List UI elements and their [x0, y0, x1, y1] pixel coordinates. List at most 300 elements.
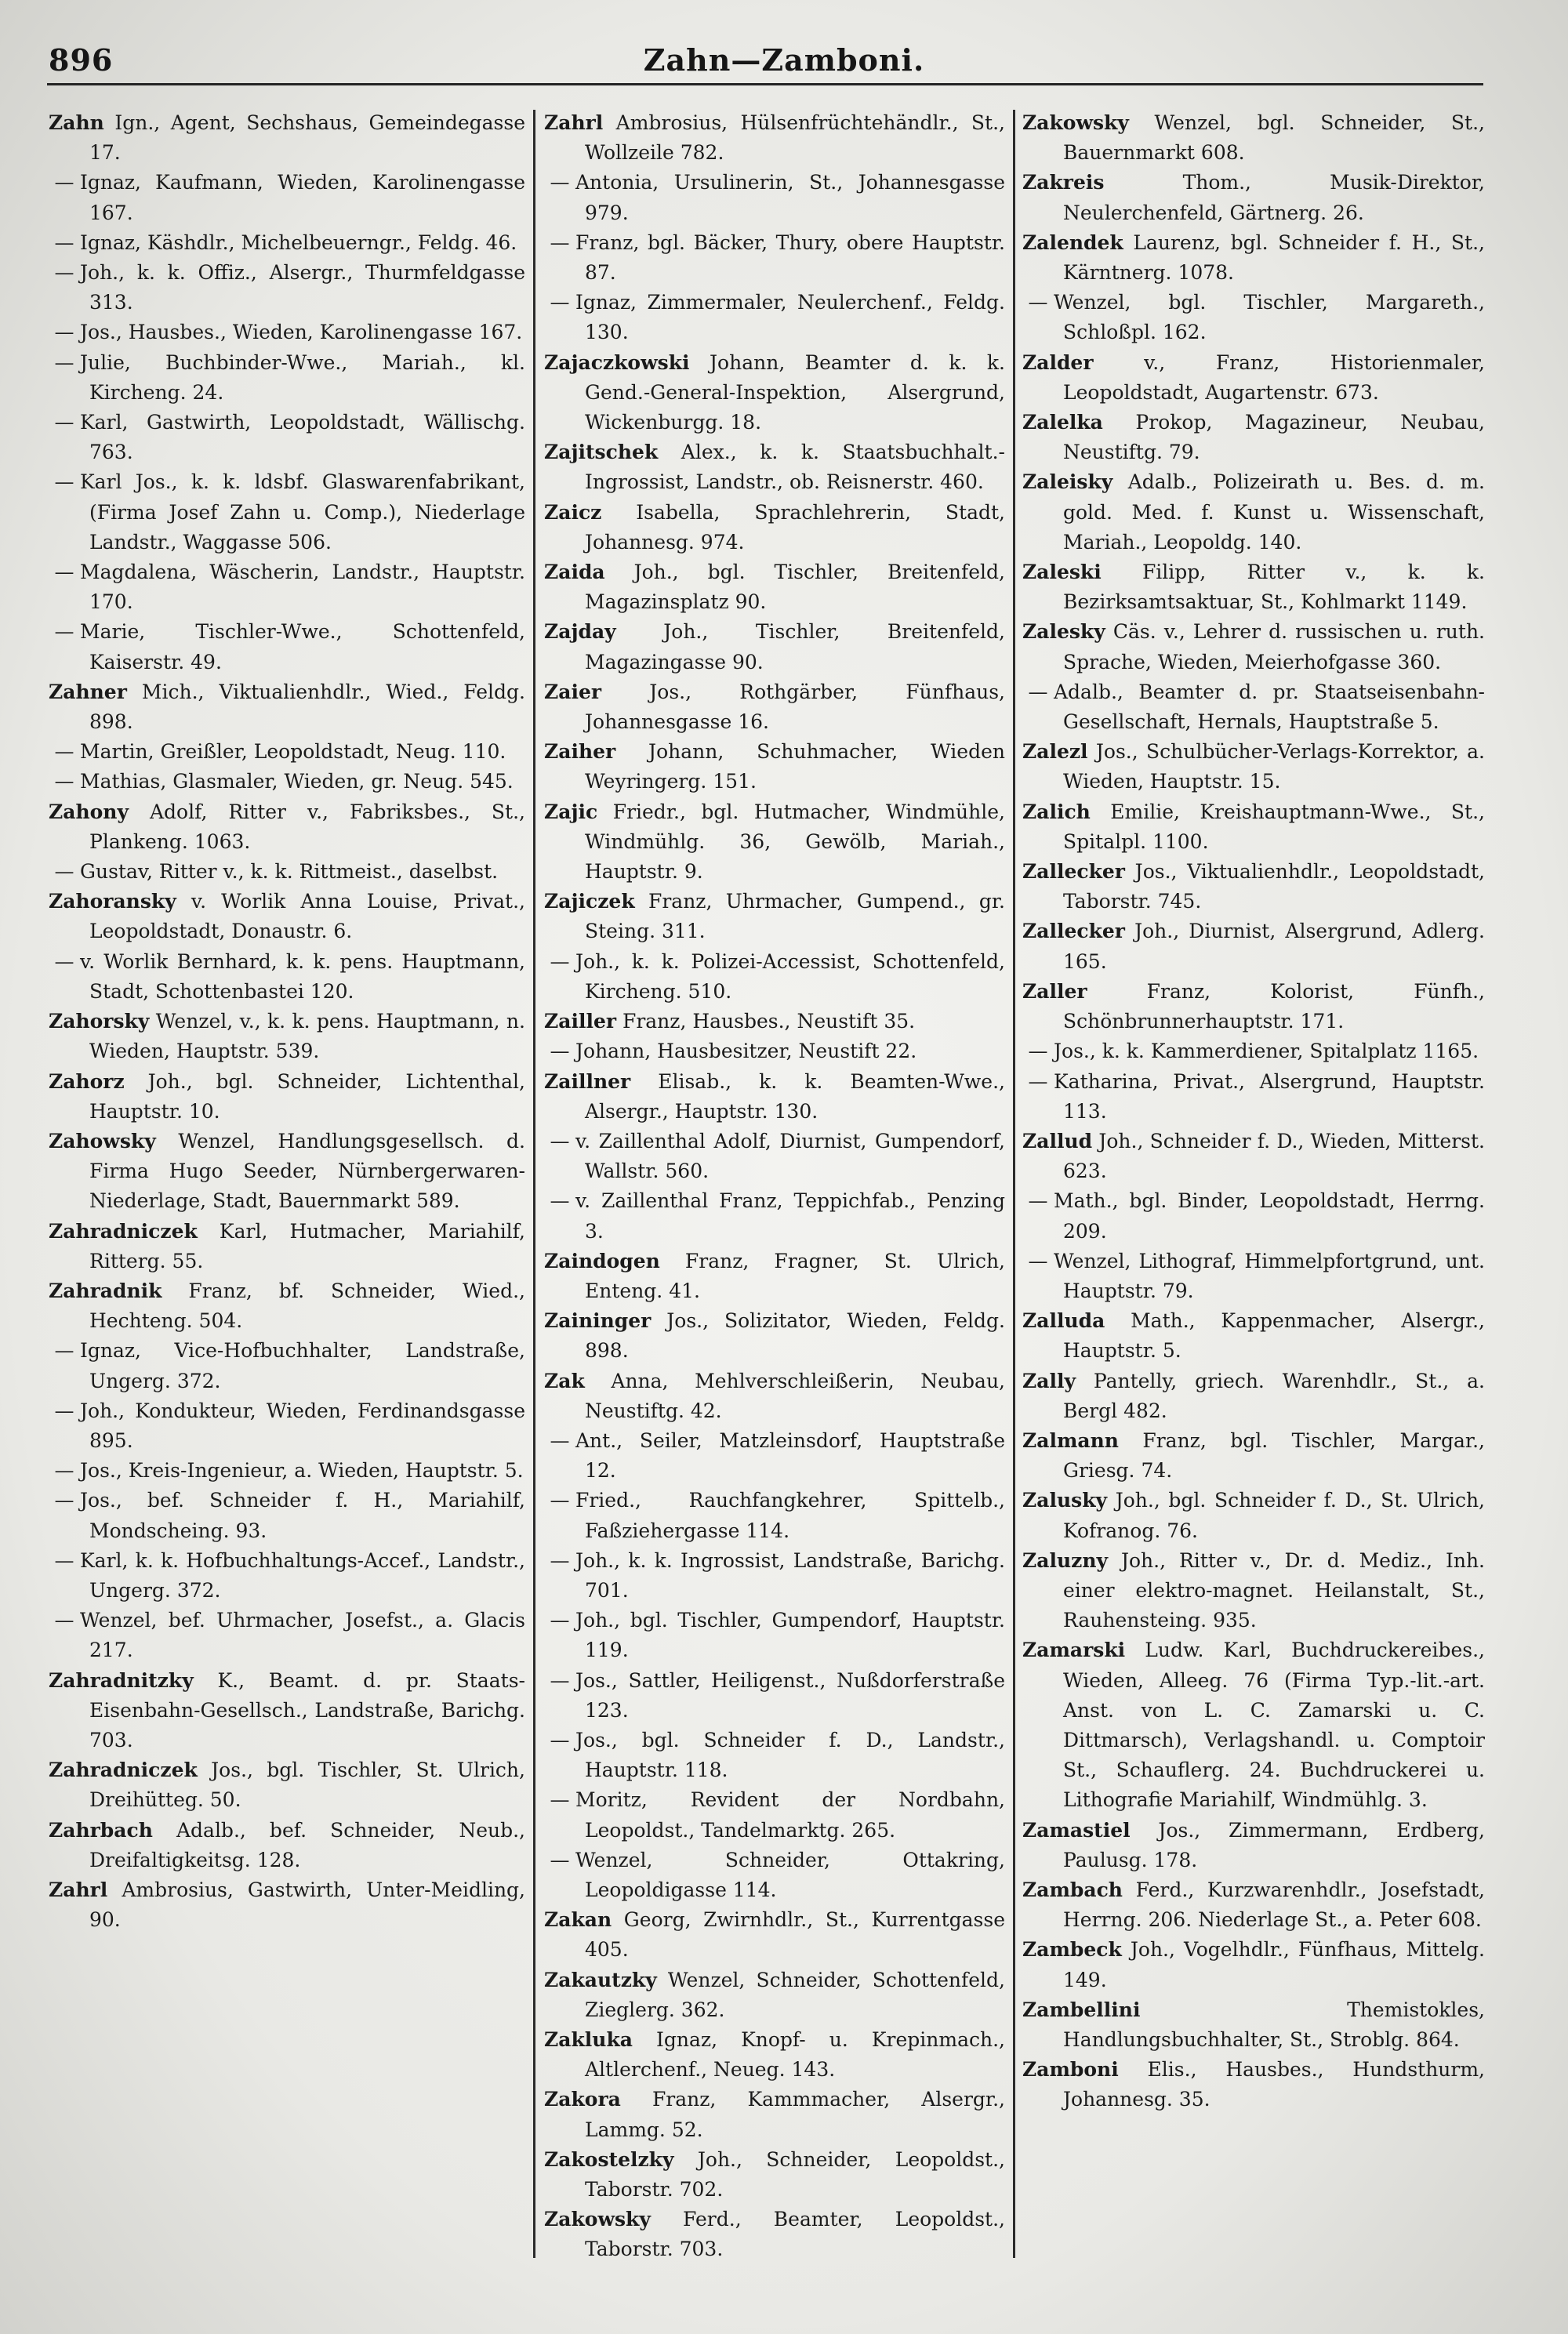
directory-entry	[49, 1276, 525, 1336]
entry-details: Wenzel, v., k. k. pens. Hauptmann, n. Wieden, Hauptstr. 539.	[89, 1010, 525, 1063]
directory-entry	[544, 1367, 1005, 1426]
directory-entry	[1022, 408, 1485, 467]
entry-details: Thom., Musik-Direktor, Neulerchenfeld, Gärtnerg. 26.	[1063, 171, 1485, 224]
entry-details: Joh., k. k. Ingrossist, Landstraße, Barichg. 701.	[575, 1548, 1005, 1602]
directory-entry	[544, 1905, 1005, 1965]
directory-entry	[544, 737, 1005, 797]
directory-entry	[49, 857, 525, 887]
directory-entry	[1022, 1816, 1485, 1875]
ditto-dash: —	[550, 1040, 570, 1063]
directory-entry	[544, 2085, 1005, 2144]
directory-entry	[544, 228, 1005, 288]
directory-entry	[1022, 1306, 1485, 1366]
entry-surname: Zaleisky	[1022, 470, 1113, 494]
directory-entry	[1022, 1546, 1485, 1636]
entry-details: Pantelly, griech. Warenhdlr., St., a. Bergl 482.	[1063, 1369, 1485, 1422]
entry-details: Elisab., k. k. Beamten-Wwe., Alsergr., Hauptstr. 130.	[585, 1069, 1005, 1123]
ditto-dash: —	[54, 1548, 74, 1572]
directory-entry	[544, 168, 1005, 227]
entry-details: Joh., Tischler, Breitenfeld, Magazingasse 90.	[585, 620, 1005, 673]
entry-surname: Zallecker	[1022, 860, 1125, 884]
entry-surname: Zahradniczek	[49, 1759, 198, 1782]
directory-entry	[544, 2025, 1005, 2085]
entry-details: K., Beamt. d. pr. Staats-Eisenbahn-Gesellsch., Landstraße, Barichg. 703.	[89, 1668, 525, 1751]
entry-surname: Zallud	[1022, 1129, 1093, 1152]
directory-entry	[544, 1785, 1005, 1845]
entry-surname: Zajitschek	[544, 441, 659, 464]
entry-surname: Zaller	[1022, 979, 1087, 1003]
ditto-dash: —	[54, 949, 74, 973]
ditto-dash: —	[1028, 1249, 1048, 1272]
entry-surname: Zalesky	[1022, 620, 1105, 644]
directory-entry	[49, 617, 525, 677]
entry-details: Karl Jos., k. k. ldsbf. Glaswarenfabrikant, (Firma Josef Zahn u. Comp.), Niederlage Landstr., Waggasse 506.	[80, 470, 525, 554]
entry-details: Cäs. v., Lehrer d. russischen u. ruth. Sprache, Wieden, Meierhofgasse 360.	[1063, 620, 1485, 673]
entry-details: Jos., Viktualienhdlr., Leopoldstadt, Taborstr. 745.	[1063, 860, 1485, 913]
directory-entry	[49, 1486, 525, 1545]
entry-surname: Zahn	[49, 111, 104, 134]
ditto-dash: —	[54, 561, 74, 584]
entry-details: Emilie, Kreishauptmann-Wwe., St., Spitalpl. 1100.	[1063, 800, 1485, 853]
directory-entry	[1022, 1635, 1485, 1815]
ditto-dash: —	[54, 1399, 74, 1422]
directory-entry	[1022, 677, 1485, 737]
entry-surname: Zahradnitzky	[49, 1668, 194, 1692]
entry-details: Ignaz, Vice-Hofbuchhalter, Landstraße, Ungerg. 372.	[80, 1339, 525, 1392]
entry-details: Jos., Solizitator, Wieden, Feldg. 898.	[585, 1309, 1005, 1363]
directory-entry	[49, 408, 525, 467]
entry-surname: Zak	[544, 1369, 585, 1392]
entry-surname: Zahner	[49, 680, 127, 703]
ditto-dash: —	[1028, 291, 1048, 314]
entry-surname: Zakora	[544, 2088, 621, 2111]
entry-surname: Zambellini	[1022, 1998, 1141, 2021]
directory-entry	[544, 1546, 1005, 1606]
entry-details: Adalb., bef. Schneider, Neub., Dreifaltigkeitsg. 128.	[89, 1818, 525, 1871]
ditto-dash: —	[54, 230, 74, 254]
directory-entry	[1022, 797, 1485, 857]
entry-surname: Zajaczkowski	[544, 350, 690, 374]
directory-entry	[544, 887, 1005, 946]
entry-details: Wenzel, Schneider, Ottakring, Leopoldigasse 114.	[575, 1848, 1005, 1901]
directory-entry	[544, 677, 1005, 737]
directory-entry	[1022, 1995, 1485, 2055]
entry-surname: Zallecker	[1022, 920, 1125, 943]
ditto-dash: —	[54, 321, 74, 344]
entry-surname: Zaiher	[544, 740, 616, 764]
directory-entry	[49, 557, 525, 617]
directory-entry	[1022, 917, 1485, 976]
entry-surname: Zalich	[1022, 800, 1091, 823]
entry-surname: Zailler	[544, 1010, 617, 1033]
entry-details: Franz, bgl. Tischler, Margar., Griesg. 74.	[1063, 1428, 1485, 1483]
entry-details: Ignaz, Kaufmann, Wieden, Karolinengasse 167.	[80, 171, 525, 224]
ditto-dash: —	[54, 350, 74, 374]
ditto-dash: —	[550, 1548, 570, 1572]
directory-entry	[49, 1336, 525, 1396]
entry-surname: Zamboni	[1022, 2058, 1119, 2082]
directory-entry	[544, 1486, 1005, 1545]
ditto-dash: —	[550, 1489, 570, 1512]
entry-surname: Zakluka	[544, 2028, 633, 2051]
ditto-dash: —	[550, 291, 570, 314]
entry-details: Wenzel, Schneider, Schottenfeld, Zieglerg. 362.	[585, 1968, 1005, 2021]
entry-surname: Zahrl	[544, 111, 604, 134]
entry-details: v. Zaillenthal Adolf, Diurnist, Gumpendorf, Wallstr. 560.	[575, 1129, 1005, 1183]
entry-details: Laurenz, bgl. Schneider f. H., St., Kärntnerg. 1078.	[1063, 230, 1485, 285]
entry-details: Joh., Schneider, Leopoldst., Taborstr. 702.	[585, 2147, 1005, 2202]
ditto-dash: —	[550, 171, 570, 194]
entry-details: Mich., Viktualienhdlr., Wied., Feldg. 898.	[89, 680, 525, 734]
entry-details: Wenzel, Handlungsgesellsch. d. Firma Hugo Seeder, Nürnbergerwaren-Niederlage, Stadt, Bauernmarkt 589.	[89, 1129, 525, 1213]
directory-entry	[544, 498, 1005, 557]
page-number: 896	[49, 42, 114, 78]
directory-entry	[1022, 1186, 1485, 1246]
directory-entry	[544, 1067, 1005, 1127]
entry-details: Martin, Greißler, Leopoldstadt, Neug. 110.	[80, 740, 506, 764]
entry-details: Johann, Schuhmacher, Wieden Weyringerg. 151.	[585, 740, 1005, 793]
entry-surname: Zahradnik	[49, 1279, 162, 1302]
ditto-dash: —	[54, 620, 74, 644]
entry-surname: Zajiczek	[544, 890, 635, 913]
entry-details: Jos., Schulbücher-Verlags-Korrektor, a. Wieden, Hauptstr. 15.	[1063, 740, 1485, 793]
ditto-dash: —	[550, 1129, 570, 1152]
entry-surname: Zally	[1022, 1369, 1076, 1392]
entry-surname: Zambeck	[1022, 1938, 1122, 1962]
entry-details: Jos., Sattler, Heiligenst., Nußdorferstraße 123.	[575, 1668, 1005, 1722]
ditto-dash: —	[550, 1728, 570, 1751]
directory-entry	[1022, 1426, 1485, 1486]
directory-entry	[544, 1966, 1005, 2025]
entry-surname: Zaillner	[544, 1069, 631, 1093]
entry-details: Jos., bef. Schneider f. H., Mariahilf, Mondscheing. 93.	[80, 1489, 525, 1542]
entry-surname: Zakreis	[1022, 171, 1105, 194]
entry-details: Joh., Schneider f. D., Wieden, Mitterst. 623.	[1063, 1129, 1485, 1183]
entry-details: Franz, Kolorist, Fünfh., Schönbrunnerhauptstr. 171.	[1063, 979, 1485, 1033]
entry-surname: Zamastiel	[1022, 1818, 1131, 1842]
entry-details: v. Worlik Anna Louise, Privat., Leopoldstadt, Donaustr. 6.	[89, 890, 525, 943]
directory-entry	[544, 348, 1005, 438]
directory-entry	[1022, 288, 1485, 347]
entry-surname: Zakan	[544, 1908, 612, 1932]
entry-details: Jos., bgl. Schneider f. D., Landstr., Hauptstr. 118.	[575, 1728, 1005, 1782]
entry-details: v., Franz, Historienmaler, Leopoldstadt, Augartenstr. 673.	[1063, 350, 1485, 404]
entry-details: Prokop, Magazineur, Neubau, Neustiftg. 79.	[1063, 411, 1485, 464]
entry-surname: Zamarski	[1022, 1639, 1126, 1662]
entry-details: Filipp, Ritter v., k. k. Bezirksamtsaktuar, St., Kohlmarkt 1149.	[1063, 561, 1485, 614]
directory-entry	[544, 1846, 1005, 1905]
entry-details: Joh., bgl. Tischler, Gumpendorf, Hauptstr. 119.	[575, 1609, 1005, 1662]
entry-details: Franz, Kammmacher, Alsergr., Lammg. 52.	[585, 2088, 1005, 2141]
entry-details: Adolf, Ritter v., Fabriksbes., St., Plankeng. 1063.	[89, 800, 525, 853]
entry-surname: Zaier	[544, 680, 602, 703]
directory-entry	[1022, 857, 1485, 917]
directory-entry	[1022, 168, 1485, 227]
ditto-dash: —	[54, 261, 74, 285]
directory-entry	[49, 108, 525, 168]
directory-entry	[1022, 1067, 1485, 1127]
directory-entry	[49, 168, 525, 227]
ditto-dash: —	[1028, 1189, 1048, 1213]
entry-details: Ignaz, Knopf- u. Krepinmach., Altlerchenf., Neueg. 143.	[585, 2028, 1005, 2082]
directory-entry	[49, 677, 525, 737]
directory-entry	[49, 797, 525, 857]
ditto-dash: —	[54, 470, 74, 494]
directory-entry	[1022, 737, 1485, 797]
entry-details: Adalb., Beamter d. pr. Staatseisenbahn-Gesellschaft, Hernals, Hauptstraße 5.	[1054, 680, 1485, 734]
ditto-dash: —	[550, 230, 570, 254]
directory-entry	[1022, 1935, 1485, 1995]
directory-entry	[49, 1067, 525, 1127]
entry-details: Franz, Uhrmacher, Gumpend., gr. Steing. 311.	[585, 890, 1005, 943]
entry-details: Jos., Hausbes., Wieden, Karolinengasse 167.	[80, 321, 523, 344]
entry-surname: Zalluda	[1022, 1309, 1105, 1333]
entry-details: Mathias, Glasmaler, Wieden, gr. Neug. 545.	[80, 770, 514, 793]
entry-details: Fried., Rauchfangkehrer, Spittelb., Faßziehergasse 114.	[575, 1489, 1005, 1542]
entry-details: Johann, Hausbesitzer, Neustift 22.	[575, 1040, 917, 1063]
directory-column-1	[49, 108, 525, 2288]
directory-entry	[1022, 1486, 1485, 1545]
entry-details: v. Worlik Bernhard, k. k. pens. Hauptmann, Stadt, Schottenbastei 120.	[80, 949, 525, 1003]
entry-details: Jos., Kreis-Ingenieur, a. Wieden, Hauptstr. 5.	[80, 1459, 524, 1483]
directory-entry	[544, 437, 1005, 497]
ditto-dash: —	[550, 1848, 570, 1871]
entry-details: Jos., bgl. Tischler, St. Ulrich, Dreihütteg. 50.	[89, 1759, 525, 1812]
directory-entry	[49, 1755, 525, 1815]
entry-details: Julie, Buchbinder-Wwe., Mariah., kl. Kircheng. 24.	[80, 350, 525, 404]
entry-surname: Zaindogen	[544, 1249, 660, 1272]
directory-entry	[49, 947, 525, 1007]
entry-details: Anna, Mehlverschleißerin, Neubau, Neustiftg. 42.	[584, 1369, 1005, 1422]
entry-details: Ferd., Beamter, Leopoldst., Taborstr. 703.	[585, 2208, 1005, 2261]
entry-details: Joh., bgl. Tischler, Breitenfeld, Magazinsplatz 90.	[585, 561, 1005, 614]
entry-details: Ignaz, Zimmermaler, Neulerchenf., Feldg. 130.	[575, 291, 1005, 344]
entry-details: Moritz, Revident der Nordbahn, Leopoldst., Tandelmarktg. 265.	[575, 1788, 1005, 1842]
entry-surname: Zakowsky	[1022, 111, 1129, 134]
entry-surname: Zalusky	[1022, 1489, 1108, 1512]
entry-details: Ambrosius, Hülsenfrüchtehändlr., St., Wollzeile 782.	[585, 111, 1005, 165]
directory-entry	[1022, 2055, 1485, 2114]
directory-entry	[1022, 1247, 1485, 1306]
entry-details: Joh., Diurnist, Alsergrund, Adlerg. 165.	[1063, 920, 1485, 973]
entry-details: Johann, Beamter d. k. k. Gend.-General-Inspektion, Alsergrund, Wickenburgg. 18.	[585, 350, 1005, 434]
directory-entry	[49, 1217, 525, 1276]
entry-details: Antonia, Ursulinerin, St., Johannesgasse 979.	[575, 171, 1005, 224]
entry-surname: Zahorsky	[49, 1010, 150, 1033]
entry-details: Wenzel, Lithograf, Himmelpfortgrund, unt. Hauptstr. 79.	[1054, 1249, 1485, 1302]
directory-entry	[49, 1007, 525, 1066]
ditto-dash: —	[550, 949, 570, 973]
entry-details: Wenzel, bgl. Schneider, St., Bauernmarkt 608.	[1063, 111, 1485, 165]
entry-details: v. Zaillenthal Franz, Teppichfab., Penzing 3.	[575, 1189, 1005, 1243]
directory-entry	[544, 1606, 1005, 1665]
entry-surname: Zahoransky	[49, 890, 176, 913]
directory-entry	[1022, 1127, 1485, 1186]
entry-surname: Zaleski	[1022, 561, 1102, 584]
entry-surname: Zakowsky	[544, 2208, 651, 2231]
ditto-dash: —	[54, 171, 74, 194]
directory-entry	[544, 1247, 1005, 1306]
directory-entry	[1022, 1875, 1485, 1935]
entry-details: Themistokles, Handlungsbuchhalter, St., Stroblg. 864.	[1063, 1998, 1485, 2051]
column-divider	[533, 110, 535, 2258]
directory-entry	[49, 887, 525, 946]
entry-details: Joh., k. k. Polizei-Accessist, Schottenfeld, Kircheng. 510.	[575, 949, 1005, 1003]
directory-entry	[49, 1666, 525, 1756]
entry-surname: Zalmann	[1022, 1428, 1119, 1452]
directory-column-2	[544, 108, 1005, 2288]
ditto-dash: —	[1028, 1040, 1048, 1063]
directory-entry	[544, 2145, 1005, 2205]
entry-surname: Zahradniczek	[49, 1219, 198, 1243]
entry-surname: Zaicz	[544, 500, 602, 524]
directory-entry	[544, 1666, 1005, 1726]
entry-details: Magdalena, Wäscherin, Landstr., Hauptstr. 170.	[80, 561, 525, 614]
directory-entry	[544, 617, 1005, 677]
entry-details: Isabella, Sprachlehrerin, Stadt, Johannesg. 974.	[585, 500, 1005, 554]
entry-surname: Zahrbach	[49, 1818, 153, 1842]
directory-entry	[544, 288, 1005, 347]
entry-surname: Zajic	[544, 800, 598, 823]
entry-surname: Zalendek	[1022, 230, 1123, 254]
entry-details: Wenzel, bef. Uhrmacher, Josefst., a. Glacis 217.	[80, 1609, 525, 1662]
directory-entry	[1022, 1367, 1485, 1426]
ditto-dash: —	[54, 1339, 74, 1363]
directory-entry	[544, 2205, 1005, 2264]
entry-surname: Zaluzny	[1022, 1548, 1109, 1572]
entry-details: Karl, Gastwirth, Leopoldstadt, Wällischg. 763.	[80, 411, 525, 464]
entry-surname: Zahowsky	[49, 1129, 156, 1152]
ditto-dash: —	[54, 1609, 74, 1632]
entry-details: Franz, bf. Schneider, Wied., Hechteng. 504.	[89, 1279, 525, 1333]
entry-surname: Zakostelzky	[544, 2147, 674, 2171]
entry-details: Franz, Fragner, St. Ulrich, Enteng. 41.	[585, 1249, 1005, 1302]
entry-details: Katharina, Privat., Alsergrund, Hauptstr. 113.	[1054, 1069, 1485, 1123]
entry-surname: Zahrl	[49, 1878, 108, 1901]
ditto-dash: —	[550, 1668, 570, 1692]
directory-entry	[49, 737, 525, 767]
entry-details: Elis., Hausbes., Hundsthurm, Johannesg. 35.	[1063, 2058, 1485, 2111]
entry-details: Karl, k. k. Hofbuchhaltungs-Accef., Landstr., Ungerg. 372.	[80, 1548, 525, 1602]
directory-entry	[544, 1036, 1005, 1066]
entry-details: Franz, Hausbes., Neustift 35.	[616, 1010, 916, 1033]
entry-details: Joh., k. k. Offiz., Alsergr., Thurmfeldgasse 313.	[80, 261, 525, 314]
entry-details: Ferd., Kurzwarenhdlr., Josefstadt, Herrng. 206. Niederlage St., a. Peter 608.	[1063, 1878, 1485, 1932]
directory-entry	[49, 1127, 525, 1217]
entry-details: Ludw. Karl, Buchdruckereibes., Wieden, Alleeg. 76 (Firma Typ.-lit.-art. Anst. von L. C. Zamarski u. C. Dittmarsch), Verlagshandl. u. Comptoir St., Schauflerg. 24. Buchdruckerei u. Lithografie Mariahilf, Windmühlg. 3.	[1063, 1639, 1485, 1812]
entry-details: Adalb., Polizeirath u. Bes. d. m. gold. Med. f. Kunst u. Wissenschaft, Mariah., Leopoldg. 140.	[1063, 470, 1485, 554]
directory-entry	[49, 1875, 525, 1935]
entry-details: Ant., Seiler, Matzleinsdorf, Hauptstraße 12.	[575, 1428, 1005, 1483]
directory-entry	[1022, 467, 1485, 557]
entry-details: Wenzel, bgl. Tischler, Margareth., Schloßpl. 162.	[1054, 291, 1485, 344]
entry-details: Georg, Zwirnhdlr., St., Kurrentgasse 405.	[585, 1908, 1005, 1962]
directory-entry	[49, 258, 525, 318]
entry-details: Franz, bgl. Bäcker, Thury, obere Hauptstr. 87.	[575, 230, 1005, 285]
directory-entry	[49, 1816, 525, 1875]
ditto-dash: —	[550, 1428, 570, 1452]
directory-entry	[1022, 108, 1485, 168]
directory-entry	[49, 348, 525, 408]
directory-entry	[544, 1426, 1005, 1486]
entry-details: Jos., Zimmermann, Erdberg, Paulusg. 178.	[1063, 1818, 1485, 1871]
ditto-dash: —	[54, 1459, 74, 1483]
entry-surname: Zakautzky	[544, 1968, 657, 1991]
column-divider	[1013, 110, 1015, 2258]
directory-entry	[49, 467, 525, 557]
directory-entry	[544, 108, 1005, 168]
directory-entry	[1022, 557, 1485, 617]
directory-entry	[49, 767, 525, 797]
ditto-dash: —	[550, 1189, 570, 1213]
directory-entry	[544, 557, 1005, 617]
ditto-dash: —	[1028, 1069, 1048, 1093]
ditto-dash: —	[54, 740, 74, 764]
entry-details: Joh., Kondukteur, Wieden, Ferdinandsgasse 895.	[80, 1399, 525, 1452]
entry-details: Ignaz, Käshdlr., Michelbeuerngr., Feldg. 46.	[80, 230, 517, 254]
entry-surname: Zahorz	[49, 1069, 125, 1093]
directory-entry	[49, 228, 525, 258]
entry-details: Joh., bgl. Schneider, Lichtenthal, Hauptstr. 10.	[89, 1069, 525, 1123]
entry-details: Gustav, Ritter v., k. k. Rittmeist., daselbst.	[80, 860, 499, 884]
entry-surname: Zalelka	[1022, 411, 1103, 434]
entry-surname: Zahony	[49, 800, 129, 823]
directory-entry	[544, 1007, 1005, 1036]
directory-entry	[49, 318, 525, 347]
entry-details: Math., bgl. Binder, Leopoldstadt, Herrng. 209.	[1054, 1189, 1485, 1243]
ditto-dash: —	[54, 1489, 74, 1512]
directory-entry	[544, 1306, 1005, 1366]
ditto-dash: —	[54, 411, 74, 434]
entry-details: Joh., Ritter v., Dr. d. Mediz., Inh. einer elektro-magnet. Heilanstalt, St., Rauhensteing. 935.	[1063, 1548, 1485, 1632]
entry-surname: Zaininger	[544, 1309, 652, 1333]
entry-details: Marie, Tischler-Wwe., Schottenfeld, Kaiserstr. 49.	[80, 620, 525, 673]
running-head: Zahn—Zamboni.	[643, 42, 925, 78]
directory-entry	[544, 947, 1005, 1007]
entry-details: Alex., k. k. Staatsbuchhalt.-Ingrossist, Landstr., ob. Reisnerstr. 460.	[585, 441, 1005, 494]
header-rule	[47, 83, 1483, 85]
ditto-dash: —	[1028, 680, 1048, 703]
directory-entry	[49, 1456, 525, 1486]
directory-column-3	[1022, 108, 1485, 2288]
entry-surname: Zalezl	[1022, 740, 1088, 764]
directory-entry	[544, 1186, 1005, 1246]
ditto-dash: —	[550, 1609, 570, 1632]
entry-details: Joh., Vogelhdlr., Fünfhaus, Mittelg. 149.	[1063, 1938, 1485, 1991]
entry-details: Jos., k. k. Kammerdiener, Spitalplatz 1165.	[1054, 1040, 1479, 1063]
directory-entry	[49, 1606, 525, 1665]
entry-surname: Zaida	[544, 561, 605, 584]
directory-entry	[1022, 228, 1485, 288]
entry-details: Ign., Agent, Sechshaus, Gemeindegasse 17.	[89, 111, 525, 165]
directory-entry	[1022, 1036, 1485, 1066]
entry-details: Joh., bgl. Schneider f. D., St. Ulrich, Kofranog. 76.	[1063, 1489, 1485, 1542]
ditto-dash: —	[550, 1788, 570, 1812]
entry-details: Karl, Hutmacher, Mariahilf, Ritterg. 55.	[89, 1219, 525, 1272]
ditto-dash: —	[54, 770, 74, 793]
directory-entry	[544, 1726, 1005, 1785]
directory-entry	[544, 1127, 1005, 1186]
entry-details: Friedr., bgl. Hutmacher, Windmühle, Windmühlg. 36, Gewölb, Mariah., Hauptstr. 9.	[585, 800, 1005, 884]
directory-entry	[1022, 617, 1485, 677]
entry-surname: Zambach	[1022, 1878, 1123, 1901]
entry-surname: Zalder	[1022, 350, 1094, 374]
entry-details: Ambrosius, Gastwirth, Unter-Meidling, 90.	[89, 1878, 525, 1932]
directory-entry	[49, 1396, 525, 1456]
ditto-dash: —	[54, 860, 74, 884]
entry-details: Jos., Rothgärber, Fünfhaus, Johannesgasse 16.	[585, 680, 1005, 734]
directory-entry	[1022, 977, 1485, 1036]
